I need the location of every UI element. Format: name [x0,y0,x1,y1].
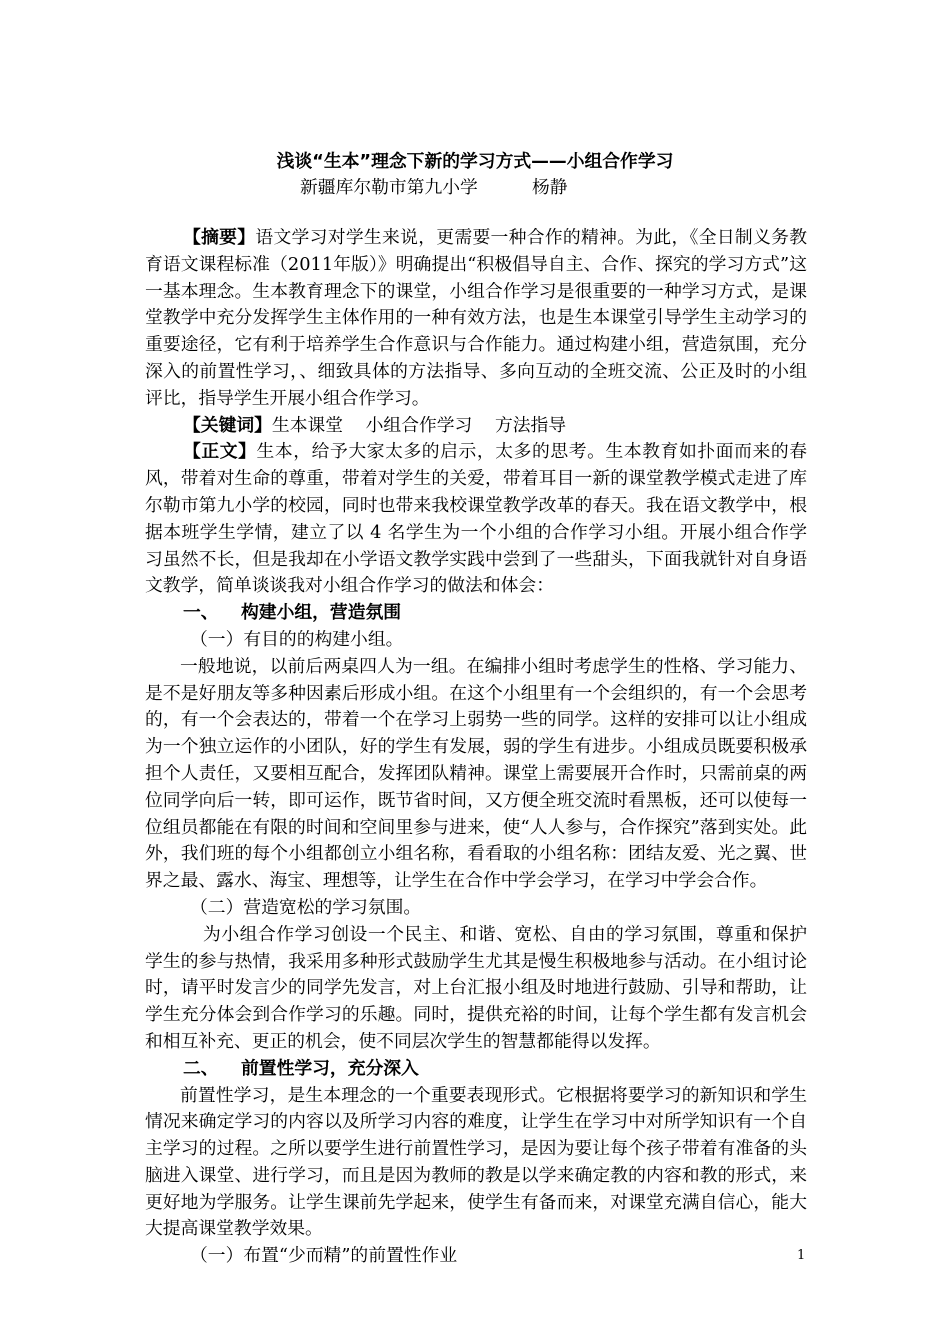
body-intro-paragraph [145,439,807,600]
section-2-heading [145,1056,807,1083]
section-1-heading [145,600,807,627]
section-1-number: 一、 [183,602,219,624]
author-school: 新疆库尔勒市第九小学 [300,177,478,198]
section-1-sub-1-text: 一般地说，以前后两桌四人为一组。在编排小组时考虑学生的性格、学习能力、是不是好朋友等多种因素后形成小组。在这个小组里有一个会组织的，有一个会思考的，有一个会表达的，带着一个在学习上弱势一些的同学。这样的安排可以让小组成为一个独立运作的小团队，好的学生有发展，弱的学生有进步。小组成员既要积极承担个人责任，又要相互配合，发挥团队精神。课堂上需要展开合作时，只需前桌的两位同学向后一转，即可运作，既节省时间，又方便全班交流时看黑板，还可以使每一位组员都能在有限的时间和空间里参与进来，使“人人参与，合作探究”落到实处。此外，我们班的每个小组都创立小组名称，看看取的小组名称：团结友爱、光之翼、世界之最、露水、海宝、理想等，让学生在合作中学会学习，在学习中学会合作。 [145,655,807,892]
section-1-title: 构建小组，营造氛围 [241,602,402,624]
keywords-paragraph [145,413,807,440]
author-name: 杨静 [532,177,568,198]
section-1-sub-2-text: 为小组合作学习创设一个民主、和谐、宽松、自由的学习氛围，尊重和保护学生的参与热情，我采用多种形式鼓励学生尤其是慢生积极地参与活动。在小组讨论时，请平时发言少的同学先发言，对上台汇报小组及时地进行鼓励、引导和帮助，让学生充分体会到合作学习的乐趣。同时，提供充裕的时间，让每个学生都有发言机会和相互补充、更正的机会，使不同层次学生的智慧都能得以发挥。 [145,923,807,1052]
page-number: 1 [797,1248,806,1263]
body-intro-text: 生本，给予大家太多的启示，太多的思考。生本教育如扑面而来的春风，带着对生命的尊重，带着对学生的关爱，带着耳目一新的课堂教学模式走进了库尔勒市第九小学的校园，同时也带来我校课堂教学改革的春天。我在语文教学中，根据本班学生学情，建立了以 4 名学生为一个小组的合作学习小组。开展小组合作学习虽然不长，但是我却在小学语文教学实践中尝到了一些甜头，下面我就针对自身语文教学，简单谈谈我对小组合作学习的做法和体会： [145,441,807,597]
section-2-number: 二、 [183,1057,219,1079]
section-2-sub-1-title: （一）布置“少而精”的前置性作业 [190,1245,458,1267]
body-label: 【正文】 [183,441,257,463]
abstract-label: 【摘要】 [183,227,256,248]
keywords-text: 生本课堂 小组合作学习 方法指导 [271,414,567,436]
author-line [300,176,568,200]
abstract-text: 语文学习对学生来说，更需要一种合作的精神。为此，《全日制义务教育语文课程标准（2011年版）》明确提出“积极倡导自主、合作、探究的学习方式”这一基本理念。生本教育理念下的课堂，小组合作学习是很重要的一种学习方式，是课堂教学中充分发挥学生主体作用的一种有效方法，也是生本课堂引导学生主动学习的重要途径，它有利于培养学生合作意识与合作能力。通过构建小组，营造氛围，充分深入的前置性学习，、细致具体的方法指导、多向互动的全班交流、公正及时的小组评比，指导学生开展小组合作学习。 [145,227,807,409]
document-body [145,225,807,1270]
abstract-paragraph [145,225,807,413]
section-1-sub-1-title: （一）有目的的构建小组。 [190,628,404,650]
section-1-sub-2-title: （二）营造宽松的学习氛围。 [190,896,422,918]
document-title: 浅谈“生本”理念下新的学习方式——小组合作学习 [276,151,674,172]
section-2-title: 前置性学习，充分深入 [241,1057,419,1079]
section-2-text: 前置性学习，是生本理念的一个重要表现形式。它根据将要学习的新知识和学生情况来确定学习的内容以及所学习内容的难度，让学生在学习中对所学知识有一个自主学习的过程。之所以要学生进行前置性学习，是因为要让每个孩子带着有准备的头脑进入课堂、进行学习，而且是因为教师的教是以学来确定教的内容和教的形式，来更好地为学服务。让学生课前先学起来，使学生有备而来，对课堂充满自信心，能大大提高课堂教学效果。 [145,1084,807,1240]
keywords-label: 【关键词】 [183,414,272,436]
